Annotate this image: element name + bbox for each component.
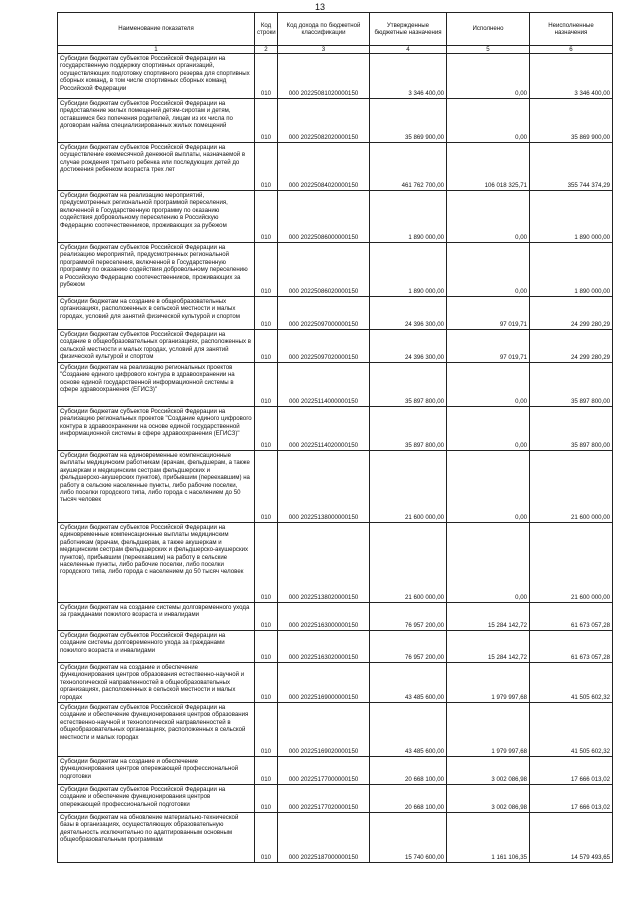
cell-approved: 3 346 400,00 (370, 54, 447, 99)
cell-kbk: 000 20225163020000150 (278, 631, 370, 663)
cell-name: Субсидии бюджетам на создание в общеобразовательных организациях, расположенных в сельской местности и малых городах, условий для занятий физической культурой и спортом (58, 297, 255, 330)
cell-kbk: 000 20225177020000150 (278, 785, 370, 813)
cell-executed: 97 019,71 (447, 297, 530, 330)
cell-unexecuted: 35 897 800,00 (530, 363, 613, 407)
column-header: Код строки (255, 13, 278, 46)
cell-unexecuted: 355 744 374,29 (530, 143, 613, 191)
cell-approved: 35 869 900,00 (370, 99, 447, 143)
column-number: 3 (278, 46, 370, 54)
cell-executed: 97 019,71 (447, 330, 530, 363)
cell-name: Субсидии бюджетам на реализацию региональных проектов "Создание единого цифрового контура в здравоохранении на основе единой государственной информационной системы в сфере здравоохранения (ЕГИСЗ)" (58, 363, 255, 407)
column-number: 5 (447, 46, 530, 54)
cell-approved: 1 890 000,00 (370, 243, 447, 297)
column-header: Исполнено (447, 13, 530, 46)
cell-kbk: 000 20225086020000150 (278, 243, 370, 297)
cell-approved: 76 957 200,00 (370, 603, 447, 631)
cell-code: 010 (255, 631, 278, 663)
cell-kbk: 000 20225114000000150 (278, 363, 370, 407)
cell-executed: 0,00 (447, 523, 530, 603)
cell-executed: 0,00 (447, 54, 530, 99)
cell-kbk: 000 20225114020000150 (278, 407, 370, 451)
table-row (58, 99, 613, 143)
cell-code: 010 (255, 99, 278, 143)
cell-code: 010 (255, 451, 278, 523)
cell-executed: 15 284 142,72 (447, 631, 530, 663)
table-row (58, 143, 613, 191)
cell-name: Субсидии бюджетам субъектов Российской Федерации на создание в общеобразовательных организациях, расположенных в сельской местности и малых городах, условий для занятий физической культурой и спортом (58, 330, 255, 363)
cell-name: Субсидии бюджетам на единовременные компенсационные выплаты медицинским работникам (врачам, фельдшерам, а также акушеркам и медицинским сестрам фельдшерских и фельдшерско-акушерских пунктов), прибывшим (переехавшим) на работу в сельские населенные пункты, либо рабочие поселки, либо поселки городского типа, либо города с населением до 50 тысяч человек (58, 451, 255, 523)
cell-unexecuted: 61 673 057,28 (530, 603, 613, 631)
cell-approved: 35 897 800,00 (370, 407, 447, 451)
cell-name: Субсидии бюджетам на создание системы долговременного ухода за гражданами пожилого возраста и инвалидами (58, 603, 255, 631)
cell-code: 010 (255, 143, 278, 191)
cell-kbk: 000 20225138020000150 (278, 523, 370, 603)
cell-approved: 20 668 100,00 (370, 785, 447, 813)
cell-name: Субсидии бюджетам субъектов Российской Федерации на реализацию региональных проектов "Создание единого цифрового контура в здравоохранении на основе единой государственной информационной системы в сфере здравоохранения (ЕГИСЗ)" (58, 407, 255, 451)
cell-approved: 24 396 300,00 (370, 330, 447, 363)
cell-unexecuted: 17 666 013,02 (530, 785, 613, 813)
cell-code: 010 (255, 54, 278, 99)
cell-code: 010 (255, 407, 278, 451)
table-header-row (58, 13, 613, 46)
column-number-row (58, 46, 613, 54)
cell-unexecuted: 41 505 602,32 (530, 703, 613, 757)
cell-name: Субсидии бюджетам субъектов Российской Федерации на государственную поддержку спортивных организаций, осуществляющих подготовку спортивного резерва для спортивных сборных команд, в том числе спортивных сборных команд Российской Федерации (58, 54, 255, 99)
table-row (58, 407, 613, 451)
cell-kbk: 000 20225169000000150 (278, 663, 370, 703)
cell-name: Субсидии бюджетам на реализацию мероприятий, предусмотренных региональной программой переселения, включенной в Государственную программу по оказанию содействия добровольному переселению в Российскую Федерацию соотечественников, проживающих за рубежом (58, 191, 255, 243)
cell-unexecuted: 35 869 900,00 (530, 99, 613, 143)
cell-approved: 15 740 600,00 (370, 813, 447, 863)
column-number: 1 (58, 46, 255, 54)
cell-executed: 0,00 (447, 243, 530, 297)
cell-code: 010 (255, 191, 278, 243)
cell-name: Субсидии бюджетам субъектов Российской Федерации на создание и обеспечение функционирования центров образования естественно-научной и технологической направленностей в общеобразовательных организациях, расположенных в сельской местности и малых городах (58, 703, 255, 757)
cell-unexecuted: 21 600 000,00 (530, 523, 613, 603)
cell-code: 010 (255, 523, 278, 603)
table-row (58, 297, 613, 330)
cell-approved: 24 396 300,00 (370, 297, 447, 330)
cell-name: Субсидии бюджетам на создание и обеспечение функционирования центров опережающей профессиональной подготовки (58, 757, 255, 785)
page-number: 13 (314, 2, 325, 12)
cell-name: Субсидии бюджетам субъектов Российской Федерации на единовременные компенсационные выплаты медицинским работникам (врачам, фельдшерам, а также акушеркам и медицинским сестрам фельдшерских и фельдшерско-акушерских пунктов), прибывшим (переехавшим) на работу в сельские населенные пункты, либо рабочие поселки, либо поселки городского типа, либо города с населением до 50 тысяч человек (58, 523, 255, 603)
cell-name: Субсидии бюджетам на создание и обеспечение функционирования центров образования естественно-научной и технологической направленностей в общеобразовательных организациях, расположенных в сельской местности и малых городах (58, 663, 255, 703)
column-number: 6 (530, 46, 613, 54)
cell-executed: 0,00 (447, 363, 530, 407)
cell-approved: 21 600 000,00 (370, 523, 447, 603)
cell-unexecuted: 14 579 493,65 (530, 813, 613, 863)
cell-approved: 43 485 600,00 (370, 703, 447, 757)
cell-kbk: 000 20225086000000150 (278, 191, 370, 243)
cell-unexecuted: 24 299 280,29 (530, 330, 613, 363)
cell-code: 010 (255, 363, 278, 407)
cell-executed: 106 018 325,71 (447, 143, 530, 191)
cell-executed: 1 979 997,68 (447, 663, 530, 703)
column-header: Наименование показателя (58, 13, 255, 46)
table-row (58, 631, 613, 663)
cell-code: 010 (255, 663, 278, 703)
cell-unexecuted: 24 299 280,29 (530, 297, 613, 330)
cell-executed: 0,00 (447, 99, 530, 143)
cell-approved: 21 600 000,00 (370, 451, 447, 523)
cell-executed: 3 002 086,98 (447, 757, 530, 785)
cell-approved: 461 762 700,00 (370, 143, 447, 191)
cell-kbk: 000 20225169020000150 (278, 703, 370, 757)
cell-kbk: 000 20225177000000150 (278, 757, 370, 785)
table-row (58, 451, 613, 523)
cell-code: 010 (255, 243, 278, 297)
cell-code: 010 (255, 785, 278, 813)
cell-kbk: 000 20225163000000150 (278, 603, 370, 631)
table-row (58, 523, 613, 603)
table-row (58, 330, 613, 363)
cell-kbk: 000 20225097000000150 (278, 297, 370, 330)
table-row (58, 191, 613, 243)
budget-execution-table (57, 12, 613, 863)
cell-code: 010 (255, 297, 278, 330)
cell-executed: 0,00 (447, 451, 530, 523)
column-header: Неисполненные назначения (530, 13, 613, 46)
cell-kbk: 000 20225097020000150 (278, 330, 370, 363)
table-row (58, 603, 613, 631)
cell-executed: 0,00 (447, 407, 530, 451)
cell-approved: 35 897 800,00 (370, 363, 447, 407)
cell-executed: 0,00 (447, 191, 530, 243)
cell-kbk: 000 20225084020000150 (278, 143, 370, 191)
cell-approved: 76 957 200,00 (370, 631, 447, 663)
cell-kbk: 000 20225138000000150 (278, 451, 370, 523)
column-header: Код дохода по бюджетной классификации (278, 13, 370, 46)
cell-approved: 20 668 100,00 (370, 757, 447, 785)
cell-name: Субсидии бюджетам субъектов Российской Федерации на предоставление жилых помещений детям-сиротам и детям, оставшимся без попечения родителей, лицам из их числа по договорам найма специализированных жилых помещений (58, 99, 255, 143)
column-number: 2 (255, 46, 278, 54)
table-row (58, 785, 613, 813)
cell-name: Субсидии бюджетам субъектов Российской Федерации на осуществление ежемесячной денежной выплаты, назначаемой в случае рождения третьего ребенка или последующих детей до достижения ребенком возраста трех лет (58, 143, 255, 191)
table-row (58, 703, 613, 757)
cell-approved: 43 485 600,00 (370, 663, 447, 703)
cell-unexecuted: 1 890 000,00 (530, 191, 613, 243)
table-row (58, 757, 613, 785)
cell-unexecuted: 61 673 057,28 (530, 631, 613, 663)
cell-name: Субсидии бюджетам субъектов Российской Федерации на создание и обеспечение функционирования центров опережающей профессиональной подготовки (58, 785, 255, 813)
cell-unexecuted: 3 346 400,00 (530, 54, 613, 99)
column-number: 4 (370, 46, 447, 54)
cell-code: 010 (255, 703, 278, 757)
cell-name: Субсидии бюджетам субъектов Российской Федерации на создание системы долговременного ухода за гражданами пожилого возраста и инвалидами (58, 631, 255, 663)
cell-unexecuted: 1 890 000,00 (530, 243, 613, 297)
table-row (58, 243, 613, 297)
cell-executed: 1 161 106,35 (447, 813, 530, 863)
cell-unexecuted: 17 666 013,02 (530, 757, 613, 785)
cell-kbk: 000 20225081020000150 (278, 54, 370, 99)
cell-kbk: 000 20225082020000150 (278, 99, 370, 143)
table-row (58, 363, 613, 407)
cell-code: 010 (255, 757, 278, 785)
cell-code: 010 (255, 813, 278, 863)
cell-executed: 1 979 997,68 (447, 703, 530, 757)
cell-code: 010 (255, 603, 278, 631)
table-row (58, 54, 613, 99)
cell-name: Субсидии бюджетам на обновление материально-технической базы в организациях, осуществляющих образовательную деятельность исключительно по адаптированным основным общеобразовательным программам (58, 813, 255, 863)
cell-executed: 3 002 086,98 (447, 785, 530, 813)
cell-unexecuted: 35 897 800,00 (530, 407, 613, 451)
cell-kbk: 000 20225187000000150 (278, 813, 370, 863)
cell-unexecuted: 21 600 000,00 (530, 451, 613, 523)
table-row (58, 663, 613, 703)
table-row (58, 813, 613, 863)
column-header: Утвержденные бюджетные назначения (370, 13, 447, 46)
cell-name: Субсидии бюджетам субъектов Российской Федерации на реализацию мероприятий, предусмотренных региональной программой переселения, включенной в Государственную программу по оказанию содействия добровольному переселению в Российскую Федерацию соотечественников, проживающих за рубежом (58, 243, 255, 297)
cell-unexecuted: 41 505 602,32 (530, 663, 613, 703)
cell-executed: 15 284 142,72 (447, 603, 530, 631)
cell-approved: 1 890 000,00 (370, 191, 447, 243)
cell-code: 010 (255, 330, 278, 363)
